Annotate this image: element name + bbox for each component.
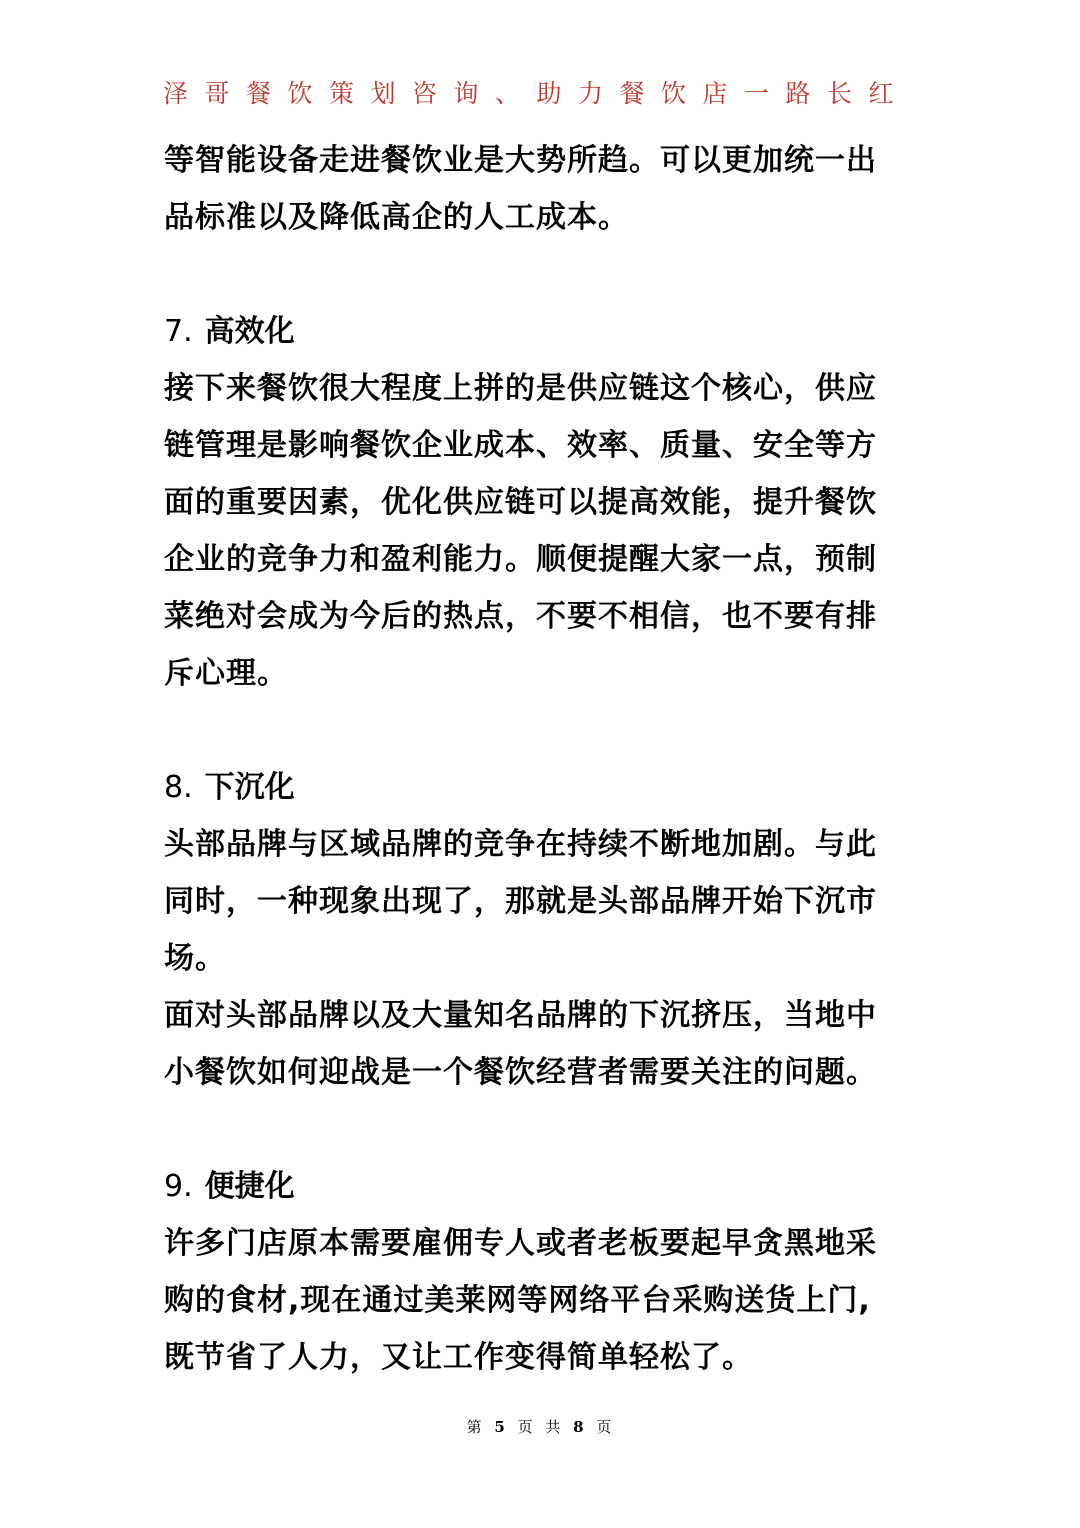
- section-9-number: 9.: [164, 1169, 193, 1204]
- section-9-line-2: 购的食材,现在通过美莱网等网络平台采购送货上门,: [164, 1283, 871, 1318]
- page-content: [164, 132, 924, 1386]
- section-8-title: 下沉化: [204, 770, 295, 805]
- intro-line-1: 等智能设备走进餐饮业是大势所趋。可以更加统一出: [164, 143, 877, 178]
- section-8-line-1: 头部品牌与区域品牌的竞争在持续不断地加剧。与此: [164, 827, 877, 862]
- section-8-line-4: 面对头部品牌以及大量知名品牌的下沉挤压，当地中: [164, 998, 877, 1033]
- footer-middle: 页 共: [517, 1418, 563, 1436]
- section-7-line-3: 面的重要因素，优化供应链可以提高效能，提升餐饮: [164, 485, 877, 520]
- section-8-heading: [164, 759, 924, 816]
- section-7-title: 高效化: [204, 314, 295, 349]
- section-9-title: 便捷化: [204, 1169, 295, 1204]
- section-9-line-1: 许多门店原本需要雇佣专人或者老板要起早贪黑地采: [164, 1226, 877, 1261]
- section-7-line-5: 菜绝对会成为今后的热点，不要不相信，也不要有排: [164, 599, 877, 634]
- footer-total-pages: 8: [573, 1418, 586, 1436]
- section-7-line-4: 企业的竞争力和盈利能力。顺便提醒大家一点，预制: [164, 542, 877, 577]
- section-7-line-6: 斥心理。: [164, 656, 288, 691]
- section-8-line-3: 场。: [164, 941, 226, 976]
- section-7-number: 7.: [164, 314, 193, 349]
- footer-page-number: 5: [494, 1418, 507, 1436]
- intro-line-2: 品标准以及降低高企的人工成本。: [164, 200, 629, 235]
- section-9-line-3: 既节省了人力，又让工作变得简单轻松了。: [164, 1340, 753, 1375]
- footer-prefix: 第: [466, 1418, 484, 1436]
- section-8-number: 8.: [164, 770, 193, 805]
- section-7-line-2: 链管理是影响餐饮企业成本、效率、质量、安全等方: [164, 428, 877, 463]
- page-header: 泽哥餐饮策划咨询、助力餐饮店一路长红: [163, 79, 911, 108]
- section-8-line-2: 同时，一种现象出现了，那就是头部品牌开始下沉市: [164, 884, 877, 919]
- section-8-line-5: 小餐饮如何迎战是一个餐饮经营者需要关注的问题。: [164, 1055, 877, 1090]
- footer-suffix: 页: [596, 1418, 614, 1436]
- section-7-line-1: 接下来餐饮很大程度上拼的是供应链这个核心，供应: [164, 371, 877, 406]
- page-footer: [0, 1416, 1080, 1437]
- section-7-heading: [164, 303, 924, 360]
- section-9-heading: [164, 1158, 924, 1215]
